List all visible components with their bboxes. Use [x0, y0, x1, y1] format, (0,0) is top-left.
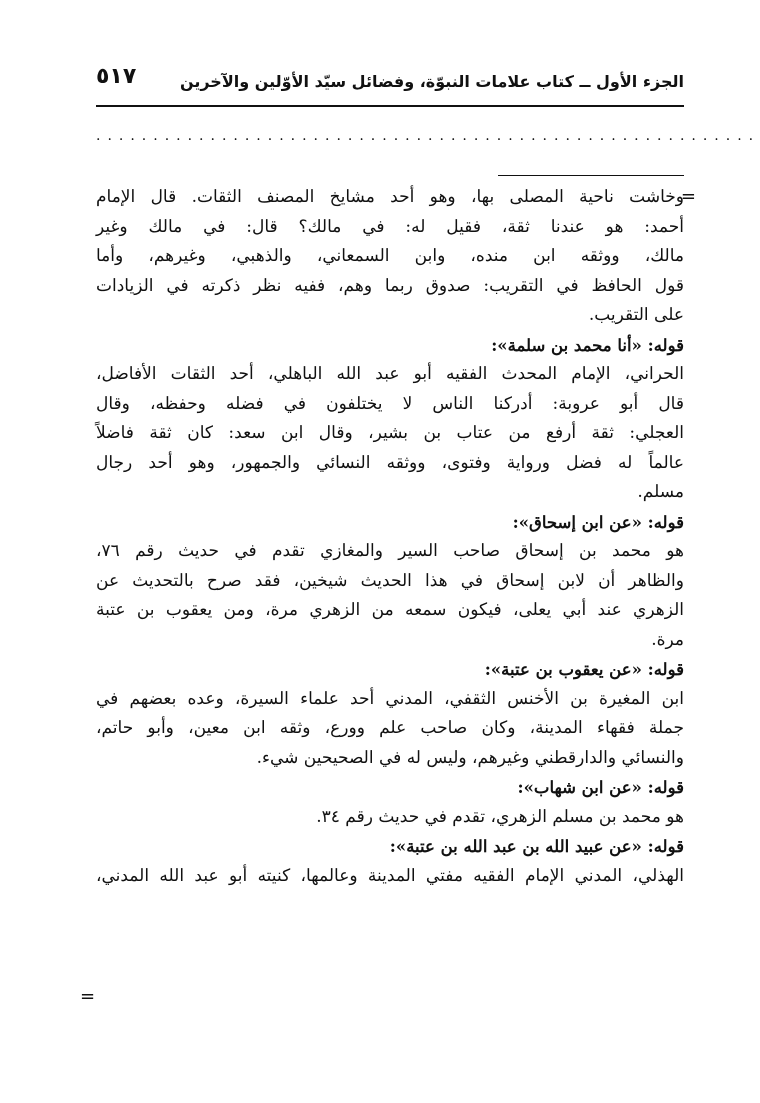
commentary-text — [96, 183, 684, 891]
footnote-rule — [498, 175, 684, 176]
section-heading: قوله: «عن يعقوب بن عتبة»: — [484, 660, 684, 679]
text-line: قال أبو عروبة: أدركنا الناس لا يختلفون في فضله وحفظه، وقال — [96, 393, 684, 414]
text-line: مسلم. — [637, 482, 684, 502]
text-line: العجلي: ثقة أرفع من عتاب بن بشير، وقال ابن سعد: كان ثقة فاضلاً — [96, 423, 684, 443]
section-heading: قوله: «عن عبيد الله بن عبد الله بن عتبة»: — [389, 837, 684, 856]
page-number: ٥١٧ — [96, 64, 137, 89]
page-header — [96, 62, 684, 102]
text-line: هو محمد بن إسحاق صاحب السير والمغازي تقدم في حديث رقم ٧٦، — [96, 541, 684, 561]
text-line: أحمد: هو عندنا ثقة، فقيل له: في مالك؟ قال: في مالك وغير — [96, 216, 684, 237]
text-line: مرة. — [651, 629, 684, 650]
text-line: وخاشت ناحية المصلى بها، وهو أحد مشايخ المصنف الثقات. قال الإمام — [96, 187, 684, 207]
section-heading: قوله: «عن ابن إسحاق»: — [512, 512, 684, 532]
separator-dots: .......................................................... — [96, 128, 760, 144]
text-line: قول الحافظ في التقريب: صدوق ربما وهم، ففيه نظر ذكرته في الزيادات — [96, 275, 684, 296]
text-line: ابن المغيرة بن الأخنس الثقفي، المدني أحد علماء السيرة، وعده بعضهم في — [96, 688, 684, 709]
text-line: على التقريب. — [588, 305, 684, 325]
continuation-mark-bottom: = — [80, 986, 96, 1007]
text-line: الحراني، الإمام المحدث الفقيه أبو عبد الله الباهلي، أحد الثقات الأفاضل، — [96, 364, 684, 384]
continuation-mark-top: = — [680, 186, 696, 207]
section-heading: قوله: «أنا محمد بن سلمة»: — [491, 335, 684, 355]
text-line: مالك، ووثقه ابن منده، وابن السمعاني، والذهبي، وغيرهم، وأما — [96, 246, 684, 266]
text-line: جملة فقهاء المدينة، وكان صاحب علم وورع، وثقه ابن معين، وأبو حاتم، — [96, 718, 684, 738]
running-title: الجزء الأول ــ كتاب علامات النبوّة، وفضائل سيّد الأوّلين والآخرين — [179, 72, 684, 91]
text-line: هو محمد بن مسلم الزهري، تقدم في حديث رقم ٣٤. — [316, 806, 684, 827]
text-line: والنسائي والدارقطني وغيرهم، وليس له في الصحيحين شيء. — [256, 747, 684, 768]
text-line: الزهري عند أبي يعلى، فيكون سمعه من الزهري مرة، ومن يعقوب بن عتبة — [96, 600, 684, 620]
header-rule — [96, 105, 684, 107]
section-heading: قوله: «عن ابن شهاب»: — [517, 778, 684, 797]
text-line: عالماً له فضل ورواية وفتوى، ووثقه النسائي والجمهور، وهو أحد رجال — [96, 452, 684, 473]
text-line: الهذلي، المدني الإمام الفقيه مفتي المدينة وعالمها، كنيته أبو عبد الله المدني، — [96, 865, 684, 886]
text-line: والظاهر أن لابن إسحاق في هذا الحديث شيخين، فقد صرح بالتحديث عن — [96, 570, 684, 591]
